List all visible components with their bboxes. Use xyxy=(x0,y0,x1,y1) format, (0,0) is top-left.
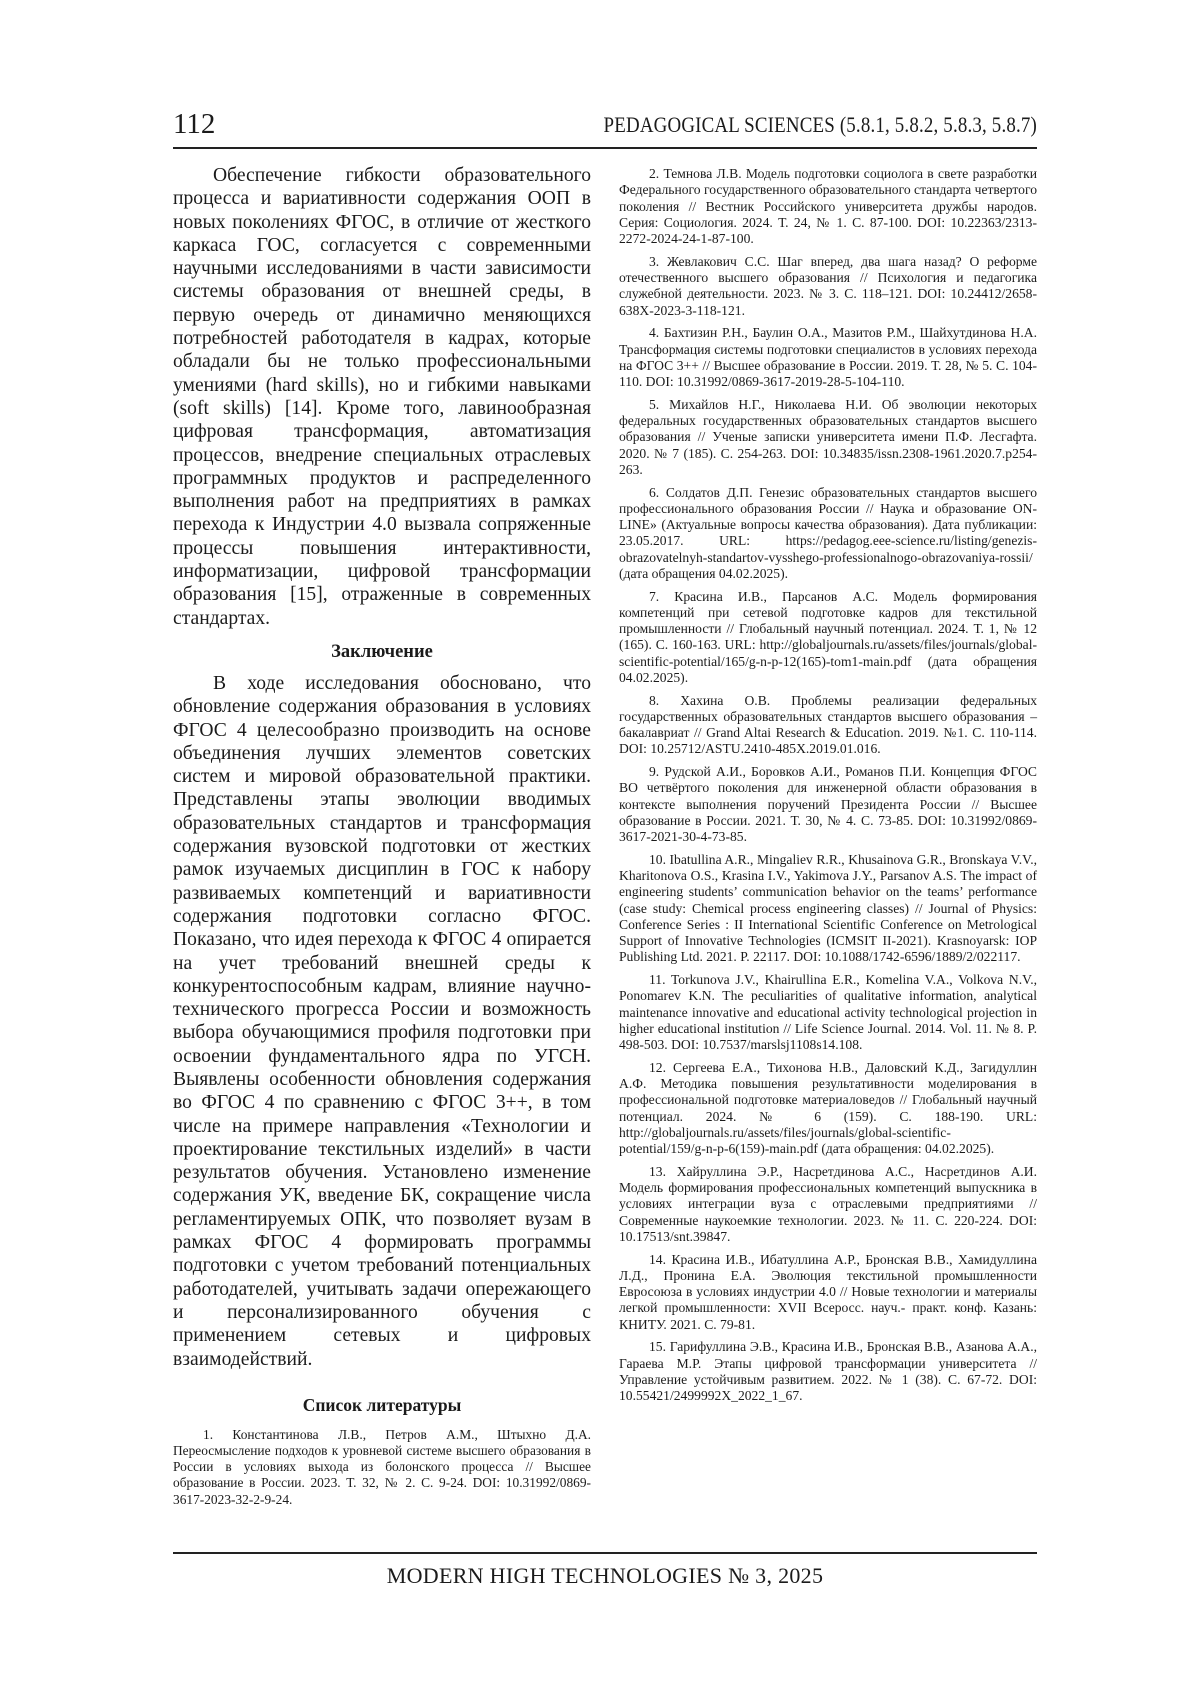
reference-item-6: 6. Солдатов Д.П. Генезис образовательных стандартов высшего профессионального образования России // Наука и образование ON-LINE» (Актуальные вопросы качества образования). Дата публикации: 23.05.2017. URL: https://pedagog.eee-science.ru/listing/genezis-obrazovatelnyh-standartov-vysshego-professionalnogo-obrazovaniya-rossii/ (дата обращения 04.02.2025). xyxy=(619,484,1037,581)
reference-item-8: 8. Хахина О.В. Проблемы реализации федеральных государственных образовательных стандартов высшего образования – бакалавриат // Grand Altai Research & Education. 2019. №1. С. 110-114. DOI: 10.25712/ASTU.2410-485X.2019.01.016. xyxy=(619,692,1037,757)
reference-item-4: 4. Бахтизин Р.Н., Баулин О.А., Мазитов Р.М., Шайхутдинова Н.А. Трансформация системы подготовки специалистов в условиях перехода на ФГОС 3++ // Высшее образование в России. 2019. Т. 28, № 5. С. 104-110. DOI: 10.31992/0869-3617-2019-28-5-104-110. xyxy=(619,325,1037,389)
reference-item-3: 3. Жевлакович С.С. Шаг вперед, два шага назад? О реформе отечественного высшего образования // Психология и педагогика служебной деятельности. 2023. № 3. С. 118–121. DOI: 10.24412/2658-638X-2023-3-118-121. xyxy=(619,253,1037,318)
reference-item-10: 10. Ibatullina A.R., Mingaliev R.R., Khusainova G.R., Bronskaya V.V., Kharitonova O.S., Krasina I.V., Yakimova J.Y., Parsanov A.S. The impact of engineering students’ communication behavior on the teams’ performance (case study: Chemical process engineering classes) // Journal of Physics: Conference Series : II International Scientific Conference on Metrological Support of Innovative Technologies (ICMSIT II-2021). Krasnoyarsk: IOP Publishing Ltd. 2021. P. 22117. DOI: 10.1088/1742-6596/1889/2/022117. xyxy=(619,851,1037,965)
page-number: 112 xyxy=(173,108,216,140)
reference-item-15: 15. Гарифуллина Э.В., Красина И.В., Бронская В.В., Азанова А.А., Гараева М.Р. Этапы цифровой трансформации университета // Управление устойчивым развитием. 2022. № 1 (38). С. 67-72. DOI: 10.55421/2499992X_2022_1_67. xyxy=(619,1339,1037,1403)
page-footer xyxy=(173,1552,1037,1594)
body-paragraph-flexibility: Обеспечение гибкости образовательного процесса и вариативности содержания ООП в новых поколениях ФГОС, в отличие от жесткого каркаса ГОС, согласуется с современными научными исследованиями в части зависимости системы образования от внешней среды, в первую очередь от динамично меняющихся потребностей работодателя в кадрах, которые обладали бы не только профессиональными умениями (hard skills), но и гибкими навыками (soft skills) [14]. Кроме того, лавинообразная цифровая трансформация, автоматизация процессов, внедрение специальных отраслевых программных продуктов и распределенного выполнения работ на предприятиях в рамках перехода к Индустрии 4.0 вызвала сопряженные процессы повышения интерактивности, информатизации, цифровой трансформации образования [15], отраженные в современных стандартах. xyxy=(173,165,591,629)
reference-item-11: 11. Torkunova J.V., Khairullina E.R., Komelina V.A., Volkova N.V., Ponomarev K.N. The peculiarities of qualitative information, analytical maintenance innovative and educational activity technological projection in higher educational institution // Life Science Journal. 2014. Vol. 11. № 8. P. 498-503. DOI: 10.7537/marslsj1108s14.108. xyxy=(619,972,1037,1052)
reference-item-9: 9. Рудской А.И., Боровков А.И., Романов П.И. Концепция ФГОС ВО четвёртого поколения для инженерной области образования в контексте выполнения поручений Президента России // Высшее образование в России. 2021. Т. 30, № 4. С. 73-85. DOI: 10.31992/0869-3617-2021-30-4-73-85. xyxy=(619,764,1037,844)
left-column xyxy=(173,164,591,1514)
conclusion-heading: Заключение xyxy=(331,641,433,662)
right-column xyxy=(619,166,1037,1411)
reference-item-13: 13. Хайруллина Э.Р., Насретдинова А.С., Насретдинов А.И. Модель формирования профессиональных компетенций выпускника в условиях интеграции вуза с отраслевыми предприятиями // Современные наукоемкие технологии. 2023. № 11. С. 220-224. DOI: 10.17513/snt.39847. xyxy=(619,1163,1037,1244)
reference-item-2: 2. Темнова Л.В. Модель подготовки социолога в свете разработки Федерального государственного образовательного стандарта четвертого поколения // Вестник Российского университета дружбы народов. Серия: Социология. 2024. Т. 24, № 1. С. 87-100. DOI: 10.22363/2313-2272-2024-24-1-87-100. xyxy=(619,166,1037,246)
reference-item-5: 5. Михайлов Н.Г., Николаева Н.И. Об эволюции некоторых федеральных государственных образовательных стандартов высшего образования // Ученые записки университета имени П.Ф. Лесгафта. 2020. № 7 (185). С. 254-263. DOI: 10.34835/issn.2308-1961.2020.7.p254-263. xyxy=(619,396,1037,477)
footer-journal-name: MODERN HIGH TECHNOLOGIES № 3, 2025 xyxy=(386,1563,824,1588)
reference-item-7: 7. Красина И.В., Парсанов А.С. Модель формирования компетенций при сетевой подготовке кадров для текстильной промышленности // Глобальный научный потенциал. 2024. Т. 1, № 12 (165). С. 160-163. URL: http://globaljournals.ru/assets/files/journals/global-scientific-potential/165/g-n-p-12(165)-tom1-main.pdf (дата обращения 04.02.2025). xyxy=(619,588,1037,685)
journal-section-title: PEDAGOGICAL SCIENCES (5.8.1, 5.8.2, 5.8.3, 5.8.7) xyxy=(603,112,1037,137)
reference-item-14: 14. Красина И.В., Ибатуллина А.Р., Бронская В.В., Хамидуллина Л.Д., Пронина Е.А. Эволюция текстильной промышленности Евросоюза в условиях индустрии 4.0 // Новые технологии и материалы легкой промышленности: XVII Всеросс. науч.- практ. конф. Казань: КНИТУ. 2021. С. 79-81. xyxy=(619,1251,1037,1332)
page-header xyxy=(173,107,1037,149)
reference-item-12: 12. Сергеева Е.А., Тихонова Н.В., Даловский К.Д., Загидуллин А.Ф. Методика повышения результативности моделирования в профессиональной подготовке материаловедов // Глобальный научный потенциал. 2024. № 6 (159). С. 188-190. URL: http://globaljournals.ru/assets/files/journals/global-scientific-potential/159/g-n-p-6(159)-main.pdf (дата обращения: 04.02.2025). xyxy=(619,1059,1037,1156)
references-heading: Список литературы xyxy=(302,1394,462,1415)
reference-item-1: 1. Константинова Л.В., Петров А.М., Штыхно Д.А. Переосмысление подходов к уровневой системе высшего образования в России в условиях выхода из болонского процесса // Высшее образование в России. 2023. Т. 32, № 2. С. 9-24. DOI: 10.31992/0869-3617-2023-32-2-9-24. xyxy=(173,1426,591,1507)
body-paragraph-conclusion: В ходе исследования обосновано, что обновление содержания образования в условиях ФГОС 4 целесообразно производить на основе объединения лучших элементов советских систем и мировой образовательной практики. Представлены этапы эволюции вводимых образовательных стандартов и трансформация содержания вузовской подготовки от жестких рамок изучаемых дисциплин в ГОС к набору развиваемых компетенций и вариативности содержания подготовки согласно ФГОС. Показано, что идея перехода к ФГОС 4 опирается на учет требований внешней среды к конкурентоспособным кадрам, влияние научно-технического прогресса России и возможность выбора обучающимися профиля подготовки при освоении фундаментального ядра по УГСН. Выявлены особенности обновления содержания во ФГОС 4 по сравнению с ФГОС 3++, в том числе на примере направления «Технологии и проектирование текстильных изделий» в части результатов обучения. Установлено изменение содержания УК, введение БК, сокращение числа регламентируемых ОПК, что позволяет вузам в рамках ФГОС 4 формировать программы подготовки с учетом требований потенциальных работодателей, учитывать задачи опережающего и персонализированного обучения с применением сетевых и цифровых взаимодействий. xyxy=(173,672,591,1370)
